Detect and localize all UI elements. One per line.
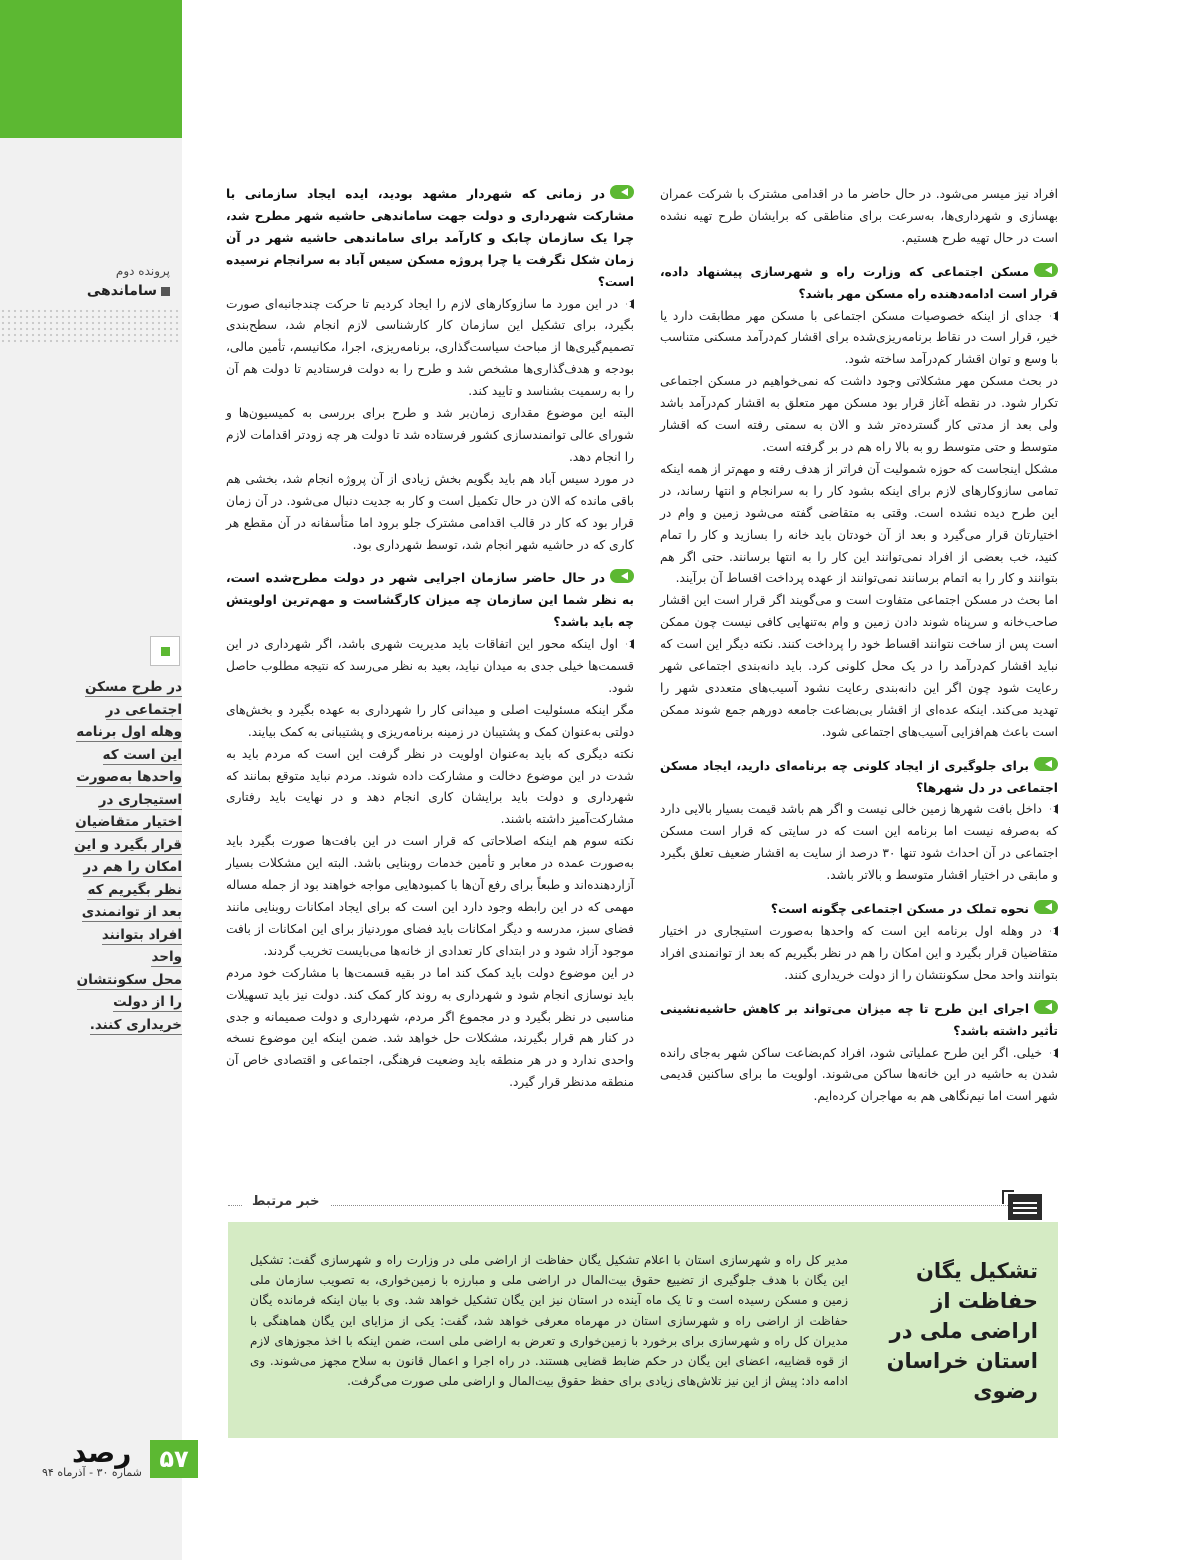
paragraph-text: در زمانی که شهردار مشهد بودید، ایده ایجاد سازمانی با مشارکت شهرداری و دولت جهت ساماندهی حاشیه شهر مطرح شد، چرا یک سازمان چابک و کارآمد برای ساماندهی حاشیه شهر در آن زمان شکل نگرفت یا چرا پروژه مسکن سیس آباد به سرانجام نرسیده است؟ bbox=[226, 187, 634, 289]
dotted-divider bbox=[228, 1205, 1012, 1206]
paragraph-text: در حال حاضر سازمان اجرایی شهر در دولت مطرح‌شده است، به نظر شما این سازمان چه میزان کارگشاست و مهم‌ترین اولویتش چه باید باشد؟ bbox=[226, 571, 634, 630]
pull-quote-line: در طرح مسکن bbox=[84, 679, 182, 695]
paragraph-text: خیلی. اگر این طرح عملیاتی شود، افراد کم‌بضاعت ساکن شهر به‌جای رانده شدن به حاشیه در این خانه‌ها ساکن می‌شوند. اولویت ما برای ساکنین قدیمی شهر است اما نیم‌نگاهی هم به مهاجران کرده‌ایم. bbox=[660, 1045, 1058, 1104]
paragraph-text: افراد نیز میسر می‌شود. در حال حاضر ما در اقدامی مشترک با شرکت عمران بهسازی و شهرداری‌ها، به‌سرعت برای مناطقی که برایشان طرح تهیه نشده است در حال تهیه طرح هستیم. bbox=[660, 187, 1058, 245]
interview-question bbox=[226, 568, 634, 634]
question-icon bbox=[610, 569, 634, 583]
paragraph-text: در مورد سیس آباد هم باید بگویم بخش زیادی از آن پروژه انجام شد، بخشی هم باقی مانده که الان در حال تکمیل است و کار به جدیت دنبال می‌شود. در آن زمان قرار بود که کار در قالب اقدامی مشترک جلو برود اما متأسفانه در آن مقطع هر کاری که در حاشیه شهر انجام شد، توسط شهرداری بود. bbox=[226, 471, 634, 552]
section-title: ساماندهی bbox=[86, 283, 157, 299]
paragraph-text: مشکل اینجاست که حوزه شمولیت آن فراتر از هدف رفته و مهم‌تر از همه اینکه تمامی سازوکارهای لازم برای اینکه بشود کار را به سرانجام و انتها رساند، در این طرح دیده نشده است. وقتی به متقاضی گفته می‌شود زمین و وام در اختیارتان قرار می‌گیرد و بعد از آن خودتان باید خانه را بسازید و کار را تمام کنید، خب بعضی از افراد نمی‌توانند این کار را به انتها برسانند. حتی اگر هم بتوانند و کار را به اتمام برسانند نمی‌توانند از عهده پرداخت اقساط آن برآیند. bbox=[660, 461, 1058, 586]
paragraph bbox=[226, 831, 634, 962]
pull-quote bbox=[70, 676, 182, 1036]
square-bullet-icon bbox=[161, 287, 170, 296]
pull-quote-line: امکان را هم در bbox=[83, 859, 182, 875]
related-news-header bbox=[228, 1190, 1058, 1220]
pull-quote-line: این است که bbox=[102, 746, 182, 763]
header-band bbox=[182, 0, 1200, 138]
paragraph-text: مگر اینکه مسئولیت اصلی و میدانی کار را شهرداری به عهده بگیرد و بخش‌های دولتی به‌عنوان کمک و پشتیبان در زمینه برنامه‌ریزی و پشتیبانی به کمک بیایند. bbox=[226, 702, 634, 739]
answer-arrow-icon bbox=[1046, 1048, 1058, 1058]
folio bbox=[20, 1436, 189, 1486]
paragraph-text: جدای از اینکه خصوصیات مسکن اجتماعی با مسکن مهر مطابقت دارد یا خیر، قرار است در نقاط برنامه‌ریزی‌شده برای اقشار کم‌درآمد مسکنی متناسب با وسع و توان اقشار کم‌درآمد ساخته شود. bbox=[660, 308, 1058, 367]
question-icon bbox=[1034, 757, 1058, 771]
answer-arrow-icon bbox=[622, 639, 634, 649]
pull-quote-line: محل سکونتشان bbox=[76, 971, 182, 988]
paragraph bbox=[226, 403, 634, 469]
quote-marker-icon bbox=[150, 636, 180, 666]
related-news-title: تشکیل یگان حفاظت از اراضی ملی در استان خراسان رضوی bbox=[886, 1259, 1038, 1403]
interview-question bbox=[226, 184, 634, 294]
pull-quote-line: بعد از توانمندی bbox=[81, 904, 182, 920]
paragraph-text: اما بحث در مسکن اجتماعی متفاوت است و می‌گویند اگر قرار است این اقشار صاحب‌خانه و سرپناه شوند دادن زمین و وام به‌تنهایی کافی نیست چون ممکن است پس از ساخت نتوانند اقساط خود را پرداخت کنند. نکته دیگر این است که نباید اقشار کم‌درآمد را در یک محل کلونی کرد. باید دانه‌بندی اجتماعی شهر رعایت شود چون اگر این دانه‌بندی رعایت نشود آسیب‌های متعددی شهر را تهدید می‌کند. اینکه عده‌ای از اقشار بی‌بضاعت جامعه دورهم جمع شوند ممکن است باعث هم‌افزایی آسیب‌های اجتماعی شود. bbox=[660, 593, 1058, 739]
corner-accent-block bbox=[0, 0, 182, 138]
paragraph-text: برای جلوگیری از ایجاد کلونی چه برنامه‌ای دارید، ایجاد مسکن اجتماعی در دل شهرها؟ bbox=[660, 758, 1058, 795]
question-icon bbox=[1034, 263, 1058, 277]
article-column-right bbox=[660, 184, 1058, 1108]
related-news-box bbox=[228, 1222, 1058, 1438]
section-subtitle: پرونده دوم bbox=[115, 264, 170, 278]
dotted-pattern bbox=[0, 308, 182, 344]
interview-question bbox=[660, 262, 1058, 306]
paragraph bbox=[226, 963, 634, 1094]
related-news-text: مدیر کل راه و شهرسازی استان با اعلام تشکیل یگان حفاظت از اراضی ملی در وزارت راه و شهرسازی گفت: تشکیل این یگان با هدف جلوگیری از تضییع حقوق بیت‌المال در اراضی ملی و مبارزه با زمین‌خواری، به تصویب سازمان ملی زمین و مسکن رسیده است و تا یک ماه آینده در استان نیز این یگان تشکیل خواهد شد. وی با بیان اینکه فرمانده یگان حفاظت از اراضی راه و شهرسازی استان در مهرماه معرفی خواهد شد، گفت: یکی از مزایای این یگان هماهنگی با مدیران کل راه و شهرسازی برای برخورد با زمین‌خواری و تعرض به اراضی ملی است، ضمن اینکه با اخذ مجوزهای لازم از قوه قضاییه، اعضای این یگان در حکم ضابط قضایی هستند. در راه اجرا و اعمال قانون به سلاح مجهز می‌شوند. وی ادامه داد: پیش از این نیز تلاش‌های زیادی برای حفظ حقوق بیت‌المال و اراضی ملی صورت می‌گرفت. bbox=[250, 1253, 848, 1389]
pull-quote-line: خریداری کنند. bbox=[89, 1016, 182, 1033]
paragraph-text: نکته دیگری که باید به‌عنوان اولویت در نظر گرفت این است که مردم باید به شدت در این موضوع دخالت و مشارکت داده شوند. مردم نباید متوقع بمانند که شهرداری و دولت باید برایشان کاری انجام دهد و در نهایت باید رفتاری مشارکت‌آمیز داشته باشند. bbox=[226, 746, 634, 827]
paragraph bbox=[660, 184, 1058, 250]
paragraph-text: در وهله اول برنامه این است که واحدها به‌صورت استیجاری در اختیار متقاضیان قرار بگیرد و این امکان را هم در نظر بگیریم که بعد از توانمندی افراد بتوانند واحد محل سکونتشان را از دولت خریداری کنند. bbox=[660, 924, 1058, 982]
pull-quote-line: اجتماعی در bbox=[105, 701, 182, 718]
pull-quote-line: اختیار متقاضیان bbox=[75, 814, 182, 830]
question-icon bbox=[1034, 1000, 1058, 1014]
pull-quote-line: قرار بگیرد و این bbox=[74, 836, 182, 853]
paragraph-text: در این مورد ما سازوکارهای لازم را ایجاد کردیم تا حرکت چندجانبه‌ای صورت بگیرد، برای تشکیل این سازمان کار کارشناسی لازم انجام شد، سطح‌بندی تصمیم‌گیری‌ها از مباحث سیاست‌گذاری، برنامه‌ریزی، اجرا، مکانیسم، تأمین مالی، بودجه و هدف‌گذاری‌ها مشخص شد و طرح را به دولت فرستادیم تا دولت هم آن را به رسمیت بشناسد و تایید کند. bbox=[226, 296, 634, 399]
magazine-logo: رصد bbox=[72, 1436, 132, 1469]
paragraph bbox=[226, 700, 634, 744]
paragraph-text: نحوه تملک در مسکن اجتماعی چگونه است؟ bbox=[770, 902, 1029, 917]
interview-answer bbox=[660, 921, 1058, 987]
related-news-label: خبر مرتبط bbox=[242, 1194, 330, 1209]
paragraph bbox=[660, 371, 1058, 459]
interview-answer bbox=[226, 634, 634, 700]
paragraph-text: داخل بافت شهرها زمین خالی نیست و اگر هم باشد قیمت بسیار بالایی دارد که به‌صرفه نیست اما برنامه این است که در سایتی که قرار است مسکن اجتماعی در آن احداث شود تنها ۳۰ درصد از سایت به اقشار ضعیف تعلق بگیرد و مابقی در اختیار اقشار متوسط و بالاتر باشد. bbox=[660, 802, 1058, 883]
section-label bbox=[30, 262, 170, 302]
question-icon bbox=[1034, 900, 1058, 914]
interview-question bbox=[660, 999, 1058, 1043]
interview-answer bbox=[660, 799, 1058, 887]
page-number: ۵۷ bbox=[150, 1440, 198, 1478]
paragraph bbox=[660, 459, 1058, 590]
pull-quote-line: نظر بگیریم که bbox=[87, 881, 182, 898]
interview-question bbox=[660, 899, 1058, 921]
pull-quote-line: افراد بتوانند واحد bbox=[101, 926, 182, 965]
answer-arrow-icon bbox=[1046, 804, 1058, 814]
pull-quote-line: وهله اول برنامه bbox=[76, 724, 182, 740]
paragraph-text: اجرای این طرح تا چه میزان می‌تواند بر کاهش حاشیه‌نشینی تأثیر داشته باشد؟ bbox=[660, 1001, 1058, 1038]
answer-arrow-icon bbox=[1046, 311, 1058, 321]
question-icon bbox=[610, 185, 634, 199]
paragraph-text: مسکن اجتماعی که وزارت راه و شهرسازی پیشنهاد داده، قرار است ادامه‌دهنده راه مسکن مهر باشد؟ bbox=[660, 264, 1058, 301]
pull-quote-line: استیجاری در bbox=[98, 791, 182, 808]
paragraph bbox=[226, 469, 634, 557]
paragraph-text: در این موضوع دولت باید کمک کند اما در بقیه قسمت‌ها با مشارکت خود مردم باید نوسازی انجام شود و شهرداری به روند کار کمک کند. دولت نیز باید تسهیلات مناسبی در نظر بگیرد و در مجموع اگر مردم، شهرداری و دولت صمیمانه و جدی در کنار هم قرار بگیرند، مشکلات حل خواهد شد. ضمن اینکه این موضوع نسخه واحدی ندارد و در هر منطقه باید وضعیت فرهنگی، اجتماعی و اقتصادی خاص آن منطقه مدنظر قرار گیرد. bbox=[226, 965, 634, 1090]
paragraph bbox=[660, 590, 1058, 743]
pull-quote-line: را از دولت bbox=[113, 994, 182, 1010]
newspaper-icon bbox=[1002, 1190, 1042, 1220]
paragraph-text: البته این موضوع مقداری زمان‌بر شد و طرح برای بررسی به کمیسیون‌ها و شورای عالی توانمندسازی کشور فرستاده شد تا دولت هر چه زودتر اقدامات لازم را انجام دهد. bbox=[226, 406, 634, 464]
issue-info: شماره ۳۰ - آذرماه ۹۴ bbox=[42, 1466, 142, 1479]
interview-answer bbox=[660, 1043, 1058, 1109]
paragraph-text: نکته سوم هم اینکه اصلاحاتی که قرار است در این بافت‌ها صورت بگیرد باید به‌صورت عمده در معابر و تأمین خدمات روبنایی باشد. البته این مشکلات بسیار آزاردهنده‌اند و طبعاً برای رفع آن‌ها با کمبودهایی مواجه خواهند بود از جمله مساله مهمی که در این رابطه وجود دارد این است که برای ایجاد امکانات روبنایی مانند فضای سبز، مدرسه و دیگر امکانات باید فضای موردنیاز برای این امکانات از بافت موجود آزاد شود و در ابتدای کار تعدادی از خانه‌ها می‌بایست تخریب گردند. bbox=[226, 834, 634, 958]
interview-question bbox=[660, 756, 1058, 800]
paragraph-text: در بحث مسکن مهر مشکلاتی وجود داشت که نمی‌خواهیم در مسکن اجتماعی تکرار شود. در نقطه آغاز قرار بود مسکن مهر متعلق به اقشار کم‌درآمد باشد ولی بعد از مدتی کار گسترده‌تر شد و الان به سمتی رفته است که اقشار متوسط و حتی متوسط رو به بالا راه هم در بر گرفته است. bbox=[660, 374, 1058, 454]
interview-answer bbox=[226, 294, 634, 404]
interview-answer bbox=[660, 306, 1058, 372]
article-column-left bbox=[226, 184, 634, 1094]
pull-quote-line: واحدها به‌صورت bbox=[76, 769, 182, 785]
paragraph bbox=[226, 744, 634, 832]
answer-arrow-icon bbox=[622, 299, 634, 309]
answer-arrow-icon bbox=[1046, 926, 1058, 936]
paragraph-text: اول اینکه محور این اتفاقات باید مدیریت شهری باشد، اگر شهرداری در این قسمت‌ها خیلی جدی به میدان نیاید، بعید به نظر می‌رسد که نتیجه مطلوب حاصل شود. bbox=[226, 637, 634, 695]
